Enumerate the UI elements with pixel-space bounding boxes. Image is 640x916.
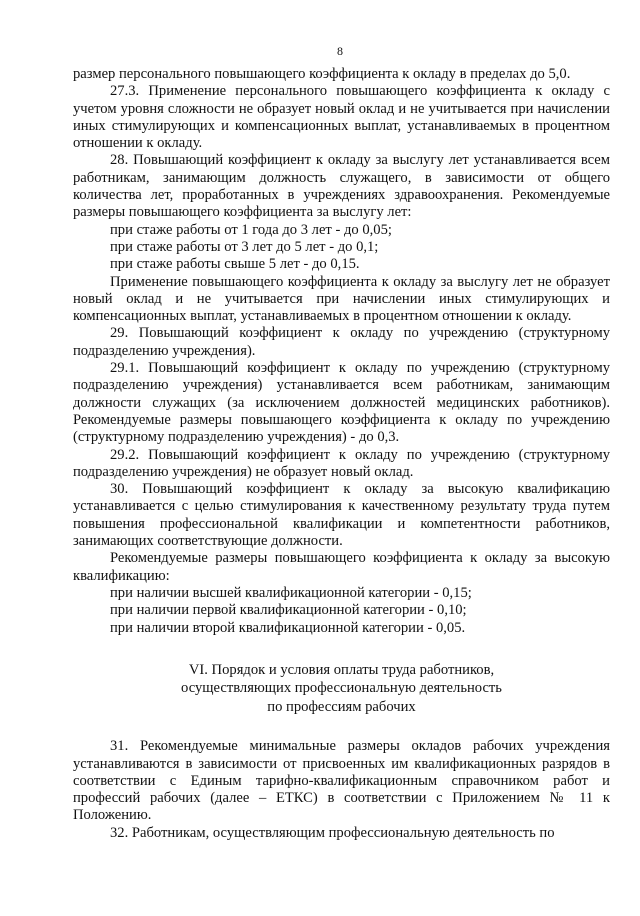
paragraph-continuation: размер персонального повышающего коэффициента к окладу в пределах до 5,0. xyxy=(73,66,571,82)
list-item: при стаже работы от 1 года до 3 лет - до 0,05; xyxy=(110,221,392,238)
section-title-line: осуществляющих профессиональную деятельность xyxy=(181,680,502,697)
paragraph-30: 30. Повышающий коэффициент к окладу за высокую квалификацию устанавливается с целью стимулирования к качественному результату труда путем повышения профессиональной квалификации и компетентности работников, занимающих соответствующие должности. xyxy=(73,481,610,550)
document-body xyxy=(73,66,610,842)
paragraph-30-recommended: Рекомендуемые размеры повышающего коэффициента к окладу за высокую квалификацию: xyxy=(73,550,610,584)
paragraph-32: 32. Работникам, осуществляющим профессиональную деятельность по xyxy=(110,824,555,841)
paragraph-28-note: Применение повышающего коэффициента к окладу за выслугу лет не образует новый оклад и не учитывается при начислении иных стимулирующих и компенсационных выплат, устанавливаемых в процентном отношении к окладу. xyxy=(73,273,610,325)
list-item: при стаже работы свыше 5 лет - до 0,15. xyxy=(110,256,360,273)
paragraph-29: 29. Повышающий коэффициент к окладу по учреждению (структурному подразделению учреждения). xyxy=(73,325,610,359)
list-item: при наличии второй квалификационной категории - 0,05. xyxy=(110,619,466,636)
list-item: при наличии первой квалификационной категории - 0,10; xyxy=(110,602,467,619)
paragraph-28: 28. Повышающий коэффициент к окладу за выслугу лет устанавливается всем работникам, занимающим должность служащего, в зависимости от общего количества лет, проработанных в учреждениях здравоохранения. Рекомендуемые размеры повышающего коэффициента за выслугу лет: xyxy=(73,152,610,221)
paragraph-27-3: 27.3. Применение персонального повышающего коэффициента к окладу с учетом уровня сложности не образует новый оклад и не учитывается при начислении иных стимулирующих и компенсационных выплат, устанавливаемых в процентном отношении к окладу. xyxy=(73,83,610,152)
section-title-line: VI. Порядок и условия оплаты труда работников, xyxy=(188,661,495,678)
paragraph-29-1: 29.1. Повышающий коэффициент к окладу по учреждению (структурному подразделению учреждения) устанавливается всем работникам, занимающим должности служащих (за исключением должностей медицинских работников). Рекомендуемые размеры повышающего коэффициента к окладу по учреждению (структурному подразделению учреждения) - до 0,3. xyxy=(73,360,610,446)
list-item: при стаже работы от 3 лет до 5 лет - до 0,1; xyxy=(110,238,379,255)
section-title xyxy=(73,661,610,717)
paragraph-31: 31. Рекомендуемые минимальные размеры окладов рабочих учреждения устанавливаются в зависимости от присвоенных им квалификационных разрядов в соответствии с Единым тарифно-квалификационным справочником работ и профессий рабочих (далее – ЕТКС) в соответствии с Приложением № 11 к Положению. xyxy=(73,738,610,824)
list-item: при наличии высшей квалификационной категории - 0,15; xyxy=(110,584,472,601)
paragraph-29-2: 29.2. Повышающий коэффициент к окладу по учреждению (структурному подразделению учреждения) не образует новый оклад. xyxy=(73,446,610,480)
section-title-line: по профессиям рабочих xyxy=(267,698,416,715)
page-number: 8 xyxy=(337,44,343,58)
